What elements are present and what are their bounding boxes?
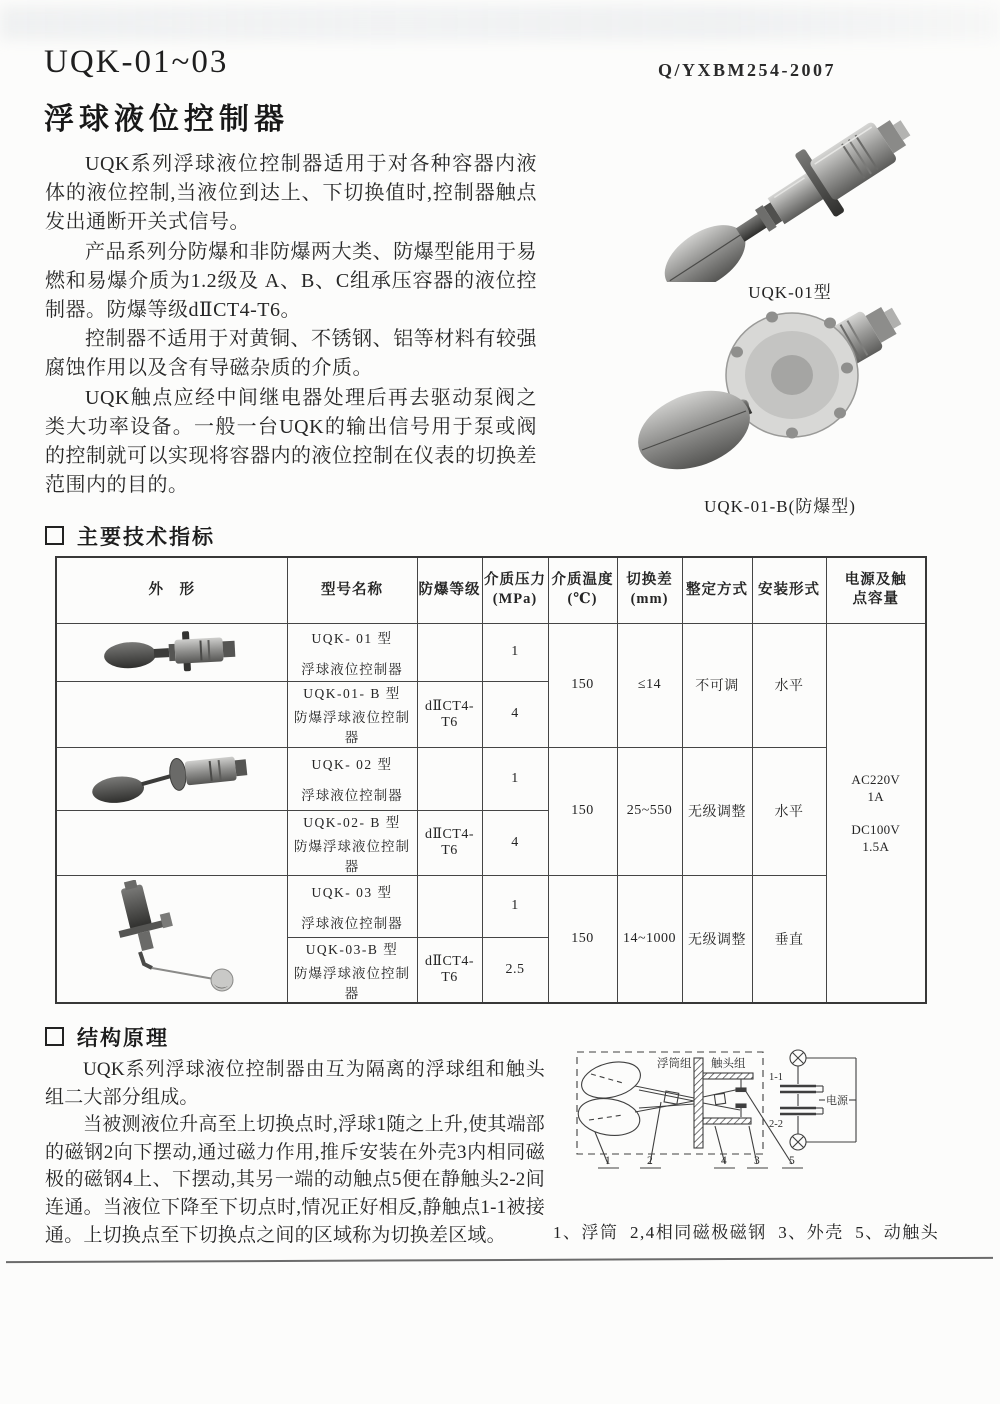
model-cell: UQK-01- B 型 防爆浮球液位控制器 <box>287 681 417 747</box>
scan-artifact <box>0 6 1000 40</box>
part-number-5: 5 <box>789 1155 795 1167</box>
specs-table <box>55 556 927 1004</box>
structure-text-block <box>45 1056 545 1249</box>
col-header-pressure: 介质压力 (MPa) <box>482 557 548 623</box>
shape-cell-uqk03 <box>56 875 287 1003</box>
exgrade-cell <box>417 875 482 937</box>
lower-contact-label: 2-2 <box>769 1119 783 1130</box>
shape-cell-empty <box>56 681 287 747</box>
col-header-temp: 介质温度 (℃) <box>548 557 617 623</box>
intro-paragraph-4: UQK触点应经中间继电器处理后再去驱动泵阀之类大功率设备。一般一台UQK的输出信号用于泵或阀的控制就可以实现将容器内的液位控制在仪表的切换差范围内的目的。 <box>45 386 537 497</box>
temp-cell: 150 <box>548 875 617 1003</box>
page-title-model: UQK-01~03 <box>44 44 229 80</box>
shape-cell-uqk01 <box>56 623 287 681</box>
mount-cell: 垂直 <box>752 875 826 1003</box>
page-title-product: 浮球液位控制器 <box>44 103 289 136</box>
col-header-model: 型号名称 <box>287 557 417 623</box>
exgrade-cell <box>417 623 482 681</box>
intro-paragraph-3: 控制器不适用于对黄铜、不锈钢、铝等材料有较强腐蚀作用以及含有导磁杂质的介质。 <box>45 328 537 380</box>
adjust-cell: 无级调整 <box>682 747 752 875</box>
thumb-uqk03 <box>82 880 262 992</box>
pressure-cell: 2.5 <box>482 937 548 1003</box>
exgrade-cell <box>417 747 482 810</box>
power-cell: AC220V 1A DC100V 1.5A <box>826 623 926 1003</box>
diff-cell: 25~550 <box>617 747 682 875</box>
structure-paragraph-2: 当被测液位升高至上切换点时,浮球1随之上升,使其端部的磁钢2向下摆动,通过磁力作用,推斥安装在外壳3内相同磁极的磁钢4上、下摆动,其另一端的动触点5便在静触头2-2间连通。当液位下降至下切点时,情况正好相反,静触点1-1被接通。上切换点至下切换点之间的区域称为切换差区域。 <box>45 1114 545 1246</box>
model-cell: UQK- 03 型 浮球液位控制器 <box>287 875 417 937</box>
contact-group-label: 触头组 <box>711 1058 746 1070</box>
upper-contact-label: 1-1 <box>769 1072 783 1083</box>
col-header-mount: 安装形式 <box>752 557 826 623</box>
mount-cell: 水平 <box>752 623 826 747</box>
shape-cell-uqk02 <box>56 747 287 810</box>
model-cell: UQK- 02 型 浮球液位控制器 <box>287 747 417 810</box>
pressure-cell: 1 <box>482 623 548 681</box>
part-number-2: 2 <box>647 1155 653 1167</box>
temp-cell: 150 <box>548 747 617 875</box>
diff-cell: ≤14 <box>617 623 682 747</box>
mount-cell: 水平 <box>752 747 826 875</box>
part-number-3: 3 <box>754 1155 760 1167</box>
section-heading-structure <box>45 1022 169 1052</box>
float-group-label: 浮筒组 <box>657 1058 692 1070</box>
checkbox-square-icon <box>45 526 64 545</box>
col-header-shape: 外 形 <box>56 557 287 623</box>
temp-cell: 150 <box>548 623 617 747</box>
section-heading-specs-label: 主要技术指标 <box>77 526 215 549</box>
exgrade-cell: dⅡCT4-T6 <box>417 681 482 747</box>
model-cell: UQK-03-B 型 防爆浮球液位控制器 <box>287 937 417 1003</box>
pressure-cell: 1 <box>482 875 548 937</box>
principle-diagram <box>573 1044 873 1186</box>
standard-code: Q/YXBM254-2007 <box>658 60 836 80</box>
col-header-diff: 切换差 (mm) <box>617 557 682 623</box>
intro-paragraph-1: UQK系列浮球液位控制器适用于对各种容器内液体的液位控制,当液位到达上、下切换值时,控制器触点发出通断开关式信号。 <box>45 153 537 234</box>
part-number-4: 4 <box>721 1155 727 1167</box>
checkbox-square-icon <box>45 1027 64 1046</box>
section-heading-specs <box>45 521 215 551</box>
adjust-cell: 不可调 <box>682 623 752 747</box>
pressure-cell: 4 <box>482 681 548 747</box>
shape-cell-empty <box>56 810 287 875</box>
photo-caption-uqk01: UQK-01型 <box>748 283 832 302</box>
model-cell: UQK- 01 型 浮球液位控制器 <box>287 623 417 681</box>
intro-text-block <box>45 150 537 500</box>
footer-rule <box>6 1257 993 1263</box>
power-source-label: 电源 <box>826 1095 848 1107</box>
col-header-exgrade: 防爆等级 <box>417 557 482 623</box>
part-number-1: 1 <box>605 1155 611 1167</box>
thumb-uqk01 <box>97 626 247 674</box>
col-header-adjust: 整定方式 <box>682 557 752 623</box>
adjust-cell: 无级调整 <box>682 875 752 1003</box>
product-photo-uqk01b <box>622 300 952 485</box>
diagram-caption: 1、浮筒 2,4相同磁极磁钢 3、外壳 5、动触头 <box>553 1223 940 1242</box>
product-photo-uqk01 <box>612 112 942 282</box>
intro-paragraph-2: 产品系列分防爆和非防爆两大类、防爆型能用于易燃和易爆介质为1.2级及 A、B、C组承压容器的液位控制器。防爆等级dⅡCT4-T6。 <box>45 240 537 322</box>
diff-cell: 14~1000 <box>617 875 682 1003</box>
thumb-uqk02 <box>87 748 257 804</box>
exgrade-cell: dⅡCT4-T6 <box>417 810 482 875</box>
pressure-cell: 4 <box>482 810 548 875</box>
section-heading-structure-label: 结构原理 <box>77 1027 169 1050</box>
photo-caption-uqk01b: UQK-01-B(防爆型) <box>704 497 856 516</box>
model-cell: UQK-02- B 型 防爆浮球液位控制器 <box>287 810 417 875</box>
col-header-power: 电源及触 点容量 <box>826 557 926 623</box>
structure-paragraph-1: UQK系列浮球液位控制器由互为隔离的浮球组和触头组二大部分组成。 <box>45 1059 545 1108</box>
pressure-cell: 1 <box>482 747 548 810</box>
exgrade-cell: dⅡCT4-T6 <box>417 937 482 1003</box>
